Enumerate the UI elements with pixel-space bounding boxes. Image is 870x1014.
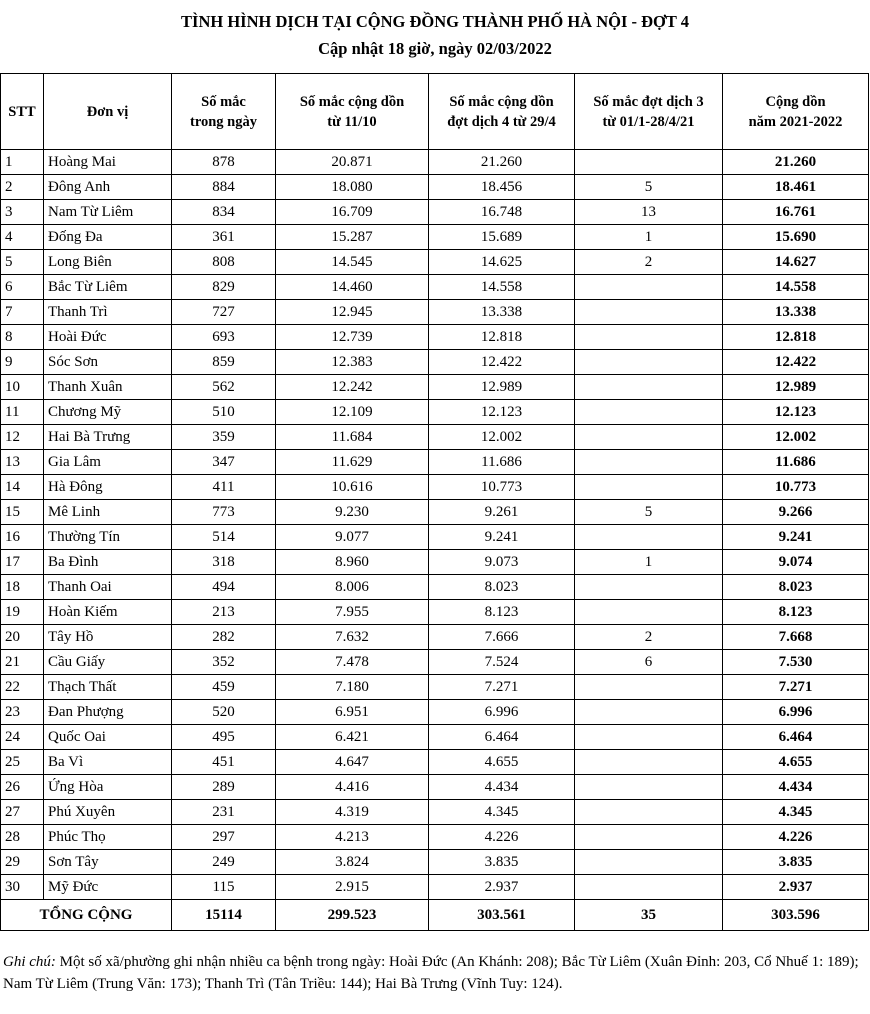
table-row	[1, 850, 869, 875]
cell-unit-name: Tây Hồ	[44, 625, 172, 650]
total-2021-2022: 303.596	[723, 900, 869, 931]
cell-stt: 29	[1, 850, 44, 875]
table-row	[1, 725, 869, 750]
cell-daily: 231	[172, 800, 276, 825]
cell-unit-name: Mê Linh	[44, 500, 172, 525]
cell-total-2021-2022: 7.668	[723, 625, 869, 650]
header-stt: STT	[1, 74, 44, 150]
cell-daily: 562	[172, 375, 276, 400]
cell-wave3: 2	[575, 250, 723, 275]
cell-unit-name: Long Biên	[44, 250, 172, 275]
table-row	[1, 200, 869, 225]
table-row	[1, 350, 869, 375]
cell-total-2021-2022: 6.996	[723, 700, 869, 725]
cell-cum-from-1110: 6.951	[276, 700, 429, 725]
cell-total-2021-2022: 2.937	[723, 875, 869, 900]
cell-cum-wave4: 12.002	[429, 425, 575, 450]
cell-cum-wave4: 16.748	[429, 200, 575, 225]
cell-stt: 21	[1, 650, 44, 675]
cell-unit-name: Sơn Tây	[44, 850, 172, 875]
cell-cum-wave4: 7.271	[429, 675, 575, 700]
total-wave3: 35	[575, 900, 723, 931]
header-cum-wave4: Số mắc cộng dồn đợt dịch 4 từ 29/4	[429, 74, 575, 150]
cell-cum-from-1110: 12.945	[276, 300, 429, 325]
table-row	[1, 475, 869, 500]
cell-unit-name: Hà Đông	[44, 475, 172, 500]
cell-cum-wave4: 3.835	[429, 850, 575, 875]
cell-total-2021-2022: 7.530	[723, 650, 869, 675]
cell-stt: 14	[1, 475, 44, 500]
cell-cum-from-1110: 15.287	[276, 225, 429, 250]
table-row	[1, 750, 869, 775]
cell-unit-name: Mỹ Đức	[44, 875, 172, 900]
cell-cum-from-1110: 9.077	[276, 525, 429, 550]
cell-wave3	[575, 775, 723, 800]
cell-wave3	[575, 875, 723, 900]
cell-total-2021-2022: 9.266	[723, 500, 869, 525]
header-row	[1, 74, 869, 150]
table-row	[1, 500, 869, 525]
cell-cum-wave4: 6.996	[429, 700, 575, 725]
cell-cum-from-1110: 12.739	[276, 325, 429, 350]
cell-cum-wave4: 9.073	[429, 550, 575, 575]
cell-total-2021-2022: 12.989	[723, 375, 869, 400]
cell-stt: 15	[1, 500, 44, 525]
cell-cum-from-1110: 12.242	[276, 375, 429, 400]
cell-total-2021-2022: 12.422	[723, 350, 869, 375]
cell-unit-name: Ứng Hòa	[44, 775, 172, 800]
cell-cum-from-1110: 7.955	[276, 600, 429, 625]
footnote	[3, 951, 865, 995]
cell-unit-name: Ba Vì	[44, 750, 172, 775]
report-title: TÌNH HÌNH DỊCH TẠI CỘNG ĐỒNG THÀNH PHỐ HÀ NỘI - ĐỢT 4	[181, 12, 689, 31]
cell-daily: 359	[172, 425, 276, 450]
cell-cum-from-1110: 12.383	[276, 350, 429, 375]
total-row	[1, 900, 869, 931]
cell-wave3	[575, 475, 723, 500]
cell-stt: 26	[1, 775, 44, 800]
cell-total-2021-2022: 12.818	[723, 325, 869, 350]
table-row	[1, 175, 869, 200]
cell-wave3	[575, 700, 723, 725]
cell-cum-from-1110: 12.109	[276, 400, 429, 425]
cell-daily: 297	[172, 825, 276, 850]
cell-total-2021-2022: 6.464	[723, 725, 869, 750]
header-wave3: Số mắc đợt dịch 3 từ 01/1-28/4/21	[575, 74, 723, 150]
cases-table	[0, 73, 869, 931]
cell-wave3	[575, 275, 723, 300]
cell-unit-name: Phúc Thọ	[44, 825, 172, 850]
cell-cum-from-1110: 16.709	[276, 200, 429, 225]
cell-daily: 347	[172, 450, 276, 475]
table-row	[1, 375, 869, 400]
cell-cum-from-1110: 8.006	[276, 575, 429, 600]
cell-cum-wave4: 12.989	[429, 375, 575, 400]
cell-cum-from-1110: 18.080	[276, 175, 429, 200]
cell-total-2021-2022: 12.123	[723, 400, 869, 425]
cell-cum-from-1110: 14.460	[276, 275, 429, 300]
cell-unit-name: Chương Mỹ	[44, 400, 172, 425]
cell-daily: 282	[172, 625, 276, 650]
cell-stt: 27	[1, 800, 44, 825]
header-total-2021-2022: Cộng dồn năm 2021-2022	[723, 74, 869, 150]
cell-cum-from-1110: 4.416	[276, 775, 429, 800]
cell-cum-wave4: 14.558	[429, 275, 575, 300]
cell-wave3	[575, 350, 723, 375]
cell-total-2021-2022: 14.558	[723, 275, 869, 300]
cell-daily: 213	[172, 600, 276, 625]
cell-total-2021-2022: 9.241	[723, 525, 869, 550]
cell-daily: 451	[172, 750, 276, 775]
cell-wave3: 13	[575, 200, 723, 225]
cell-total-2021-2022: 4.434	[723, 775, 869, 800]
cell-total-2021-2022: 12.002	[723, 425, 869, 450]
cell-daily: 411	[172, 475, 276, 500]
cell-total-2021-2022: 18.461	[723, 175, 869, 200]
cell-wave3: 5	[575, 500, 723, 525]
cell-daily: 494	[172, 575, 276, 600]
cell-stt: 25	[1, 750, 44, 775]
table-row	[1, 575, 869, 600]
cell-unit-name: Đống Đa	[44, 225, 172, 250]
cell-unit-name: Gia Lâm	[44, 450, 172, 475]
cell-cum-from-1110: 4.319	[276, 800, 429, 825]
table-row	[1, 150, 869, 175]
table-row	[1, 450, 869, 475]
cell-wave3	[575, 375, 723, 400]
cell-stt: 6	[1, 275, 44, 300]
table-row	[1, 600, 869, 625]
report-subtitle: Cập nhật 18 giờ, ngày 02/03/2022	[318, 39, 552, 58]
cell-daily: 459	[172, 675, 276, 700]
cell-daily: 318	[172, 550, 276, 575]
cell-daily: 829	[172, 275, 276, 300]
total-daily: 15114	[172, 900, 276, 931]
cell-wave3	[575, 725, 723, 750]
cell-cum-wave4: 12.422	[429, 350, 575, 375]
cell-daily: 693	[172, 325, 276, 350]
footnote-label: Ghi chú:	[3, 954, 56, 970]
cell-daily: 884	[172, 175, 276, 200]
table-row	[1, 425, 869, 450]
cell-total-2021-2022: 9.074	[723, 550, 869, 575]
cell-total-2021-2022: 8.023	[723, 575, 869, 600]
cell-cum-from-1110: 7.478	[276, 650, 429, 675]
cell-wave3: 6	[575, 650, 723, 675]
cell-cum-wave4: 4.226	[429, 825, 575, 850]
table-row	[1, 675, 869, 700]
cell-wave3: 1	[575, 550, 723, 575]
cell-cum-from-1110: 11.629	[276, 450, 429, 475]
cell-stt: 8	[1, 325, 44, 350]
table-row	[1, 525, 869, 550]
cell-wave3	[575, 675, 723, 700]
table-row	[1, 300, 869, 325]
cell-stt: 12	[1, 425, 44, 450]
cell-wave3	[575, 575, 723, 600]
cell-unit-name: Phú Xuyên	[44, 800, 172, 825]
cell-cum-wave4: 9.241	[429, 525, 575, 550]
cell-total-2021-2022: 10.773	[723, 475, 869, 500]
cell-stt: 10	[1, 375, 44, 400]
cell-cum-from-1110: 7.632	[276, 625, 429, 650]
cell-unit-name: Hoàn Kiếm	[44, 600, 172, 625]
cell-cum-wave4: 14.625	[429, 250, 575, 275]
cell-cum-wave4: 4.655	[429, 750, 575, 775]
cell-wave3	[575, 850, 723, 875]
table-row	[1, 625, 869, 650]
cell-wave3: 5	[575, 175, 723, 200]
cell-stt: 19	[1, 600, 44, 625]
cell-total-2021-2022: 3.835	[723, 850, 869, 875]
total-cum-wave4: 303.561	[429, 900, 575, 931]
table-row	[1, 550, 869, 575]
cell-cum-wave4: 2.937	[429, 875, 575, 900]
cell-cum-wave4: 21.260	[429, 150, 575, 175]
cell-unit-name: Nam Từ Liêm	[44, 200, 172, 225]
total-cum-from-1110: 299.523	[276, 900, 429, 931]
header-unit: Đơn vị	[44, 74, 172, 150]
cell-total-2021-2022: 13.338	[723, 300, 869, 325]
table-row	[1, 225, 869, 250]
cell-stt: 30	[1, 875, 44, 900]
cell-unit-name: Sóc Sơn	[44, 350, 172, 375]
cell-total-2021-2022: 4.655	[723, 750, 869, 775]
cell-cum-wave4: 9.261	[429, 500, 575, 525]
cell-daily: 878	[172, 150, 276, 175]
table-row	[1, 250, 869, 275]
table-row	[1, 275, 869, 300]
cell-unit-name: Đan Phượng	[44, 700, 172, 725]
cell-cum-wave4: 12.818	[429, 325, 575, 350]
cell-daily: 510	[172, 400, 276, 425]
cell-unit-name: Bắc Từ Liêm	[44, 275, 172, 300]
cell-cum-from-1110: 4.213	[276, 825, 429, 850]
table-row	[1, 875, 869, 900]
cell-unit-name: Quốc Oai	[44, 725, 172, 750]
cell-daily: 514	[172, 525, 276, 550]
cell-stt: 20	[1, 625, 44, 650]
cell-wave3: 1	[575, 225, 723, 250]
table-row	[1, 800, 869, 825]
cell-stt: 7	[1, 300, 44, 325]
cell-cum-wave4: 7.666	[429, 625, 575, 650]
cell-total-2021-2022: 8.123	[723, 600, 869, 625]
table-row	[1, 400, 869, 425]
cell-stt: 16	[1, 525, 44, 550]
cell-daily: 289	[172, 775, 276, 800]
cell-total-2021-2022: 14.627	[723, 250, 869, 275]
cell-cum-from-1110: 11.684	[276, 425, 429, 450]
cell-daily: 352	[172, 650, 276, 675]
cell-stt: 5	[1, 250, 44, 275]
table-row	[1, 775, 869, 800]
cell-daily: 773	[172, 500, 276, 525]
cell-cum-from-1110: 14.545	[276, 250, 429, 275]
cell-cum-wave4: 12.123	[429, 400, 575, 425]
cell-cum-wave4: 8.023	[429, 575, 575, 600]
footnote-text: Một số xã/phường ghi nhận nhiều ca bệnh trong ngày: Hoài Đức (An Khánh: 208); Bắc Từ Liêm (Xuân Đỉnh: 203, Cổ Nhuế 1: 189); Nam Từ Liêm (Trung Văn: 173); Thanh Trì (Tân Triều: 144); Hai Bà Trưng (Vĩnh Tuy: 124).	[3, 954, 859, 992]
cell-daily: 249	[172, 850, 276, 875]
cell-wave3	[575, 600, 723, 625]
cell-unit-name: Hoài Đức	[44, 325, 172, 350]
cell-cum-wave4: 13.338	[429, 300, 575, 325]
cell-wave3	[575, 800, 723, 825]
cell-unit-name: Thạch Thất	[44, 675, 172, 700]
cell-cum-wave4: 10.773	[429, 475, 575, 500]
cell-cum-wave4: 11.686	[429, 450, 575, 475]
cell-cum-from-1110: 10.616	[276, 475, 429, 500]
cell-daily: 808	[172, 250, 276, 275]
cell-stt: 18	[1, 575, 44, 600]
cell-unit-name: Đông Anh	[44, 175, 172, 200]
cell-total-2021-2022: 7.271	[723, 675, 869, 700]
total-label: TỔNG CỘNG	[1, 900, 172, 931]
cell-unit-name: Thanh Xuân	[44, 375, 172, 400]
cell-cum-wave4: 6.464	[429, 725, 575, 750]
cell-cum-wave4: 7.524	[429, 650, 575, 675]
cell-stt: 4	[1, 225, 44, 250]
cell-stt: 2	[1, 175, 44, 200]
cell-wave3	[575, 825, 723, 850]
cell-cum-from-1110: 20.871	[276, 150, 429, 175]
cell-cum-from-1110: 4.647	[276, 750, 429, 775]
cell-unit-name: Cầu Giấy	[44, 650, 172, 675]
cell-cum-from-1110: 2.915	[276, 875, 429, 900]
cell-wave3	[575, 300, 723, 325]
cell-total-2021-2022: 4.226	[723, 825, 869, 850]
cell-total-2021-2022: 15.690	[723, 225, 869, 250]
cell-cum-from-1110: 3.824	[276, 850, 429, 875]
cell-total-2021-2022: 21.260	[723, 150, 869, 175]
cell-daily: 859	[172, 350, 276, 375]
cell-stt: 23	[1, 700, 44, 725]
table-row	[1, 325, 869, 350]
cell-daily: 115	[172, 875, 276, 900]
cell-unit-name: Hoàng Mai	[44, 150, 172, 175]
cell-wave3: 2	[575, 625, 723, 650]
cell-wave3	[575, 150, 723, 175]
cell-daily: 520	[172, 700, 276, 725]
cell-stt: 11	[1, 400, 44, 425]
cell-stt: 1	[1, 150, 44, 175]
cell-unit-name: Thanh Oai	[44, 575, 172, 600]
cell-stt: 22	[1, 675, 44, 700]
cell-stt: 13	[1, 450, 44, 475]
cell-cum-from-1110: 9.230	[276, 500, 429, 525]
cell-unit-name: Thanh Trì	[44, 300, 172, 325]
table-row	[1, 700, 869, 725]
cell-wave3	[575, 750, 723, 775]
table-body	[1, 150, 869, 900]
table-row	[1, 825, 869, 850]
cell-cum-wave4: 8.123	[429, 600, 575, 625]
cell-wave3	[575, 325, 723, 350]
cell-stt: 3	[1, 200, 44, 225]
header-cum-from-1110: Số mắc cộng dồn từ 11/10	[276, 74, 429, 150]
cell-unit-name: Hai Bà Trưng	[44, 425, 172, 450]
cell-unit-name: Ba Đình	[44, 550, 172, 575]
cell-cum-wave4: 15.689	[429, 225, 575, 250]
cell-stt: 24	[1, 725, 44, 750]
cell-total-2021-2022: 16.761	[723, 200, 869, 225]
cell-wave3	[575, 400, 723, 425]
cell-cum-wave4: 18.456	[429, 175, 575, 200]
cell-cum-from-1110: 8.960	[276, 550, 429, 575]
cell-total-2021-2022: 11.686	[723, 450, 869, 475]
cell-stt: 9	[1, 350, 44, 375]
cell-wave3	[575, 425, 723, 450]
cell-wave3	[575, 450, 723, 475]
cell-stt: 17	[1, 550, 44, 575]
cell-cum-from-1110: 7.180	[276, 675, 429, 700]
cell-total-2021-2022: 4.345	[723, 800, 869, 825]
cell-daily: 361	[172, 225, 276, 250]
cell-cum-from-1110: 6.421	[276, 725, 429, 750]
cell-stt: 28	[1, 825, 44, 850]
cell-wave3	[575, 525, 723, 550]
cell-daily: 495	[172, 725, 276, 750]
cell-daily: 727	[172, 300, 276, 325]
cell-daily: 834	[172, 200, 276, 225]
cell-cum-wave4: 4.434	[429, 775, 575, 800]
cell-unit-name: Thường Tín	[44, 525, 172, 550]
table-row	[1, 650, 869, 675]
cell-cum-wave4: 4.345	[429, 800, 575, 825]
header-daily: Số mắc trong ngày	[172, 74, 276, 150]
